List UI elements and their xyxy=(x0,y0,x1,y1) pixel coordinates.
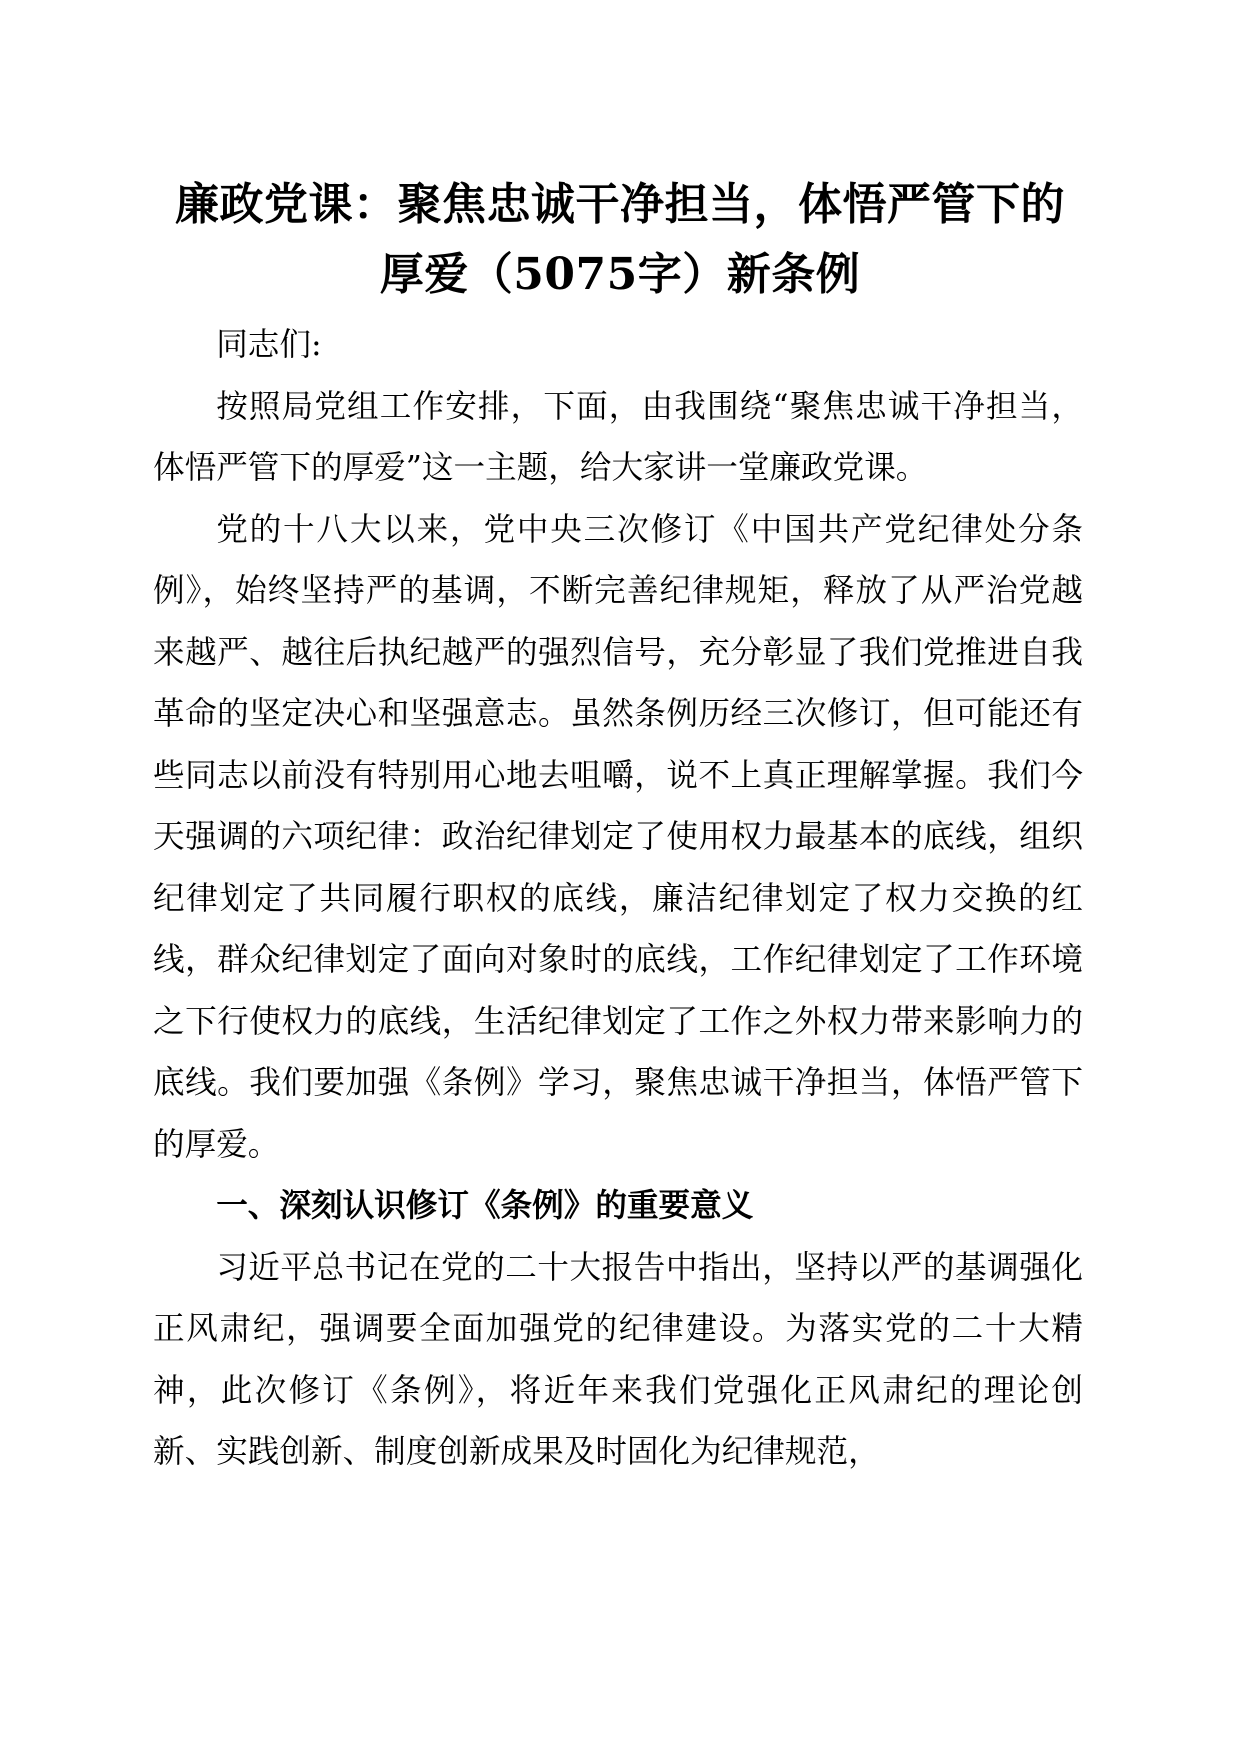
title-line-2: 厚爱（5075字）新条例 xyxy=(379,249,861,300)
paragraph-3: 习近平总书记在党的二十大报告中指出，坚持以严的基调强化正风肃纪，强调要全面加强党的纪律建设。为落实党的二十大精神，此次修订《条例》，将近年来我们党强化正风肃纪的理论创新、实践创新、制度创新成果及时固化为纪律规范， xyxy=(153,1249,1083,1470)
document-body xyxy=(153,315,1083,1484)
salutation: 同志们: xyxy=(216,327,322,363)
paragraph-1: 按照局党组工作安排，下面，由我围绕“聚焦忠诚干净担当，体悟严管下的厚爱”这一主题，给大家讲一堂廉政党课。 xyxy=(153,388,1083,486)
section-heading-1: 一、深刻认识修订《条例》的重要意义 xyxy=(216,1188,754,1224)
document-title xyxy=(140,170,1100,310)
title-line-1: 廉政党课：聚焦忠诚干净担当，体悟严管下的 xyxy=(175,179,1065,230)
paragraph-2: 党的十八大以来，党中央三次修订《中国共产党纪律处分条例》，始终坚持严的基调，不断完善纪律规矩，释放了从严治党越来越严、越往后执纪越严的强烈信号，充分彰显了我们党推进自我革命的坚定决心和坚强意志。虽然条例历经三次修订，但可能还有些同志以前没有特别用心地去咀嚼，说不上真正理解掌握。我们今天强调的六项纪律：政治纪律划定了使用权力最基本的底线，组织纪律划定了共同履行职权的底线，廉洁纪律划定了权力交换的红线，群众纪律划定了面向对象时的底线，工作纪律划定了工作环境之下行使权力的底线，生活纪律划定了工作之外权力带来影响力的底线。我们要加强《条例》学习，聚焦忠诚干净担当，体悟严管下的厚爱。 xyxy=(153,511,1083,1163)
